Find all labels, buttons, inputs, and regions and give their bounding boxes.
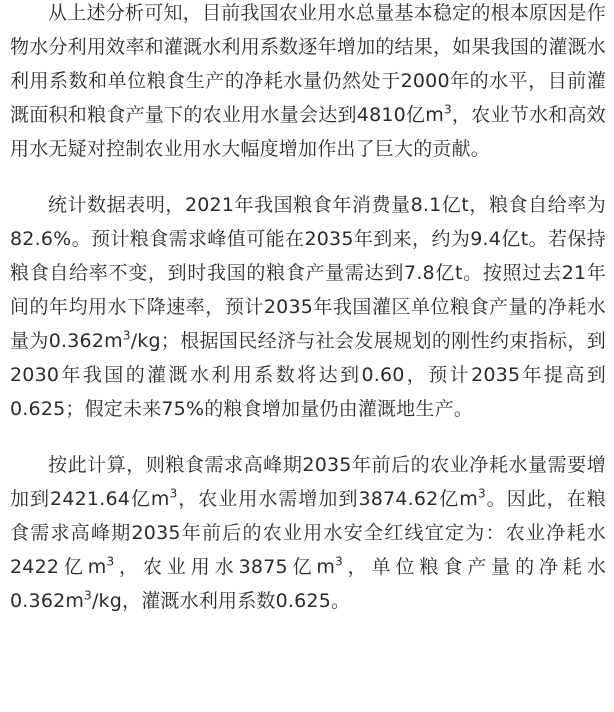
superscript-3: 3 bbox=[335, 554, 343, 569]
paragraph-3-text-f: /kg，灌溉水利用系数0.625。 bbox=[91, 590, 351, 612]
paragraph-2-text-b: /kg；根据国民经济与社会发展规划的刚性约束指标，到2030年我国的灌溉水利用系数将达到0.60，预计2035年提高到0.625；假定未来75%的粮食增加量仍由灌溉地生产。 bbox=[10, 330, 606, 420]
superscript-3: 3 bbox=[84, 588, 92, 603]
superscript-3: 3 bbox=[444, 102, 452, 117]
paragraph-1-text-a: 从上述分析可知，目前我国农业用水总量基本稳定的根本原因是作物水分利用效率和灌溉水利用系数逐年增加的结果，如果我国的灌溉水利用系数和单位粮食生产的净耗水量仍然处于2000年的水平，目前灌溉面积和粮食产量下的农业用水量会达到4810亿m bbox=[10, 2, 606, 126]
paragraph-statistics bbox=[10, 188, 606, 426]
superscript-3: 3 bbox=[169, 486, 178, 501]
paragraph-3-text-d: ，农业用水3875亿m bbox=[114, 556, 336, 578]
paragraph-2-text-a: 统计数据表明，2021年我国粮食年消费量8.1亿t，粮食自给率为82.6%。预计粮食需求峰值可能在2035年到来，约为9.4亿t。若保持粮食自给率不变，到时我国的粮食产量需达到7.8亿t。按照过去21年间的年均用水下降速率，预计2035年我国灌区单位粮食产量的净耗水量为0.362m bbox=[10, 194, 606, 352]
superscript-3: 3 bbox=[122, 328, 131, 343]
paragraph-3-text-e: ，单位粮食产量的净耗水0.362m bbox=[10, 556, 607, 612]
paragraph-analysis bbox=[10, 0, 606, 166]
paragraph-3-text-a: 按此计算，则粮食需求高峰期2035年前后的农业净耗水量需要增加到2421.64亿m bbox=[10, 454, 606, 510]
paragraph-3-text-b: ，农业用水需增加到3874.62亿m bbox=[177, 488, 478, 510]
superscript-3: 3 bbox=[106, 554, 115, 569]
paragraph-3-text-c: 。因此，在粮食需求高峰期2035年前后的农业用水安全红线宜定为：农业净耗水2422亿m bbox=[10, 488, 606, 578]
paragraph-1-text-b: ，农业节水和高效用水无疑对控制农业用水大幅度增加作出了巨大的贡献。 bbox=[10, 104, 606, 160]
superscript-3: 3 bbox=[478, 486, 486, 501]
paragraph-calculation bbox=[10, 448, 606, 618]
